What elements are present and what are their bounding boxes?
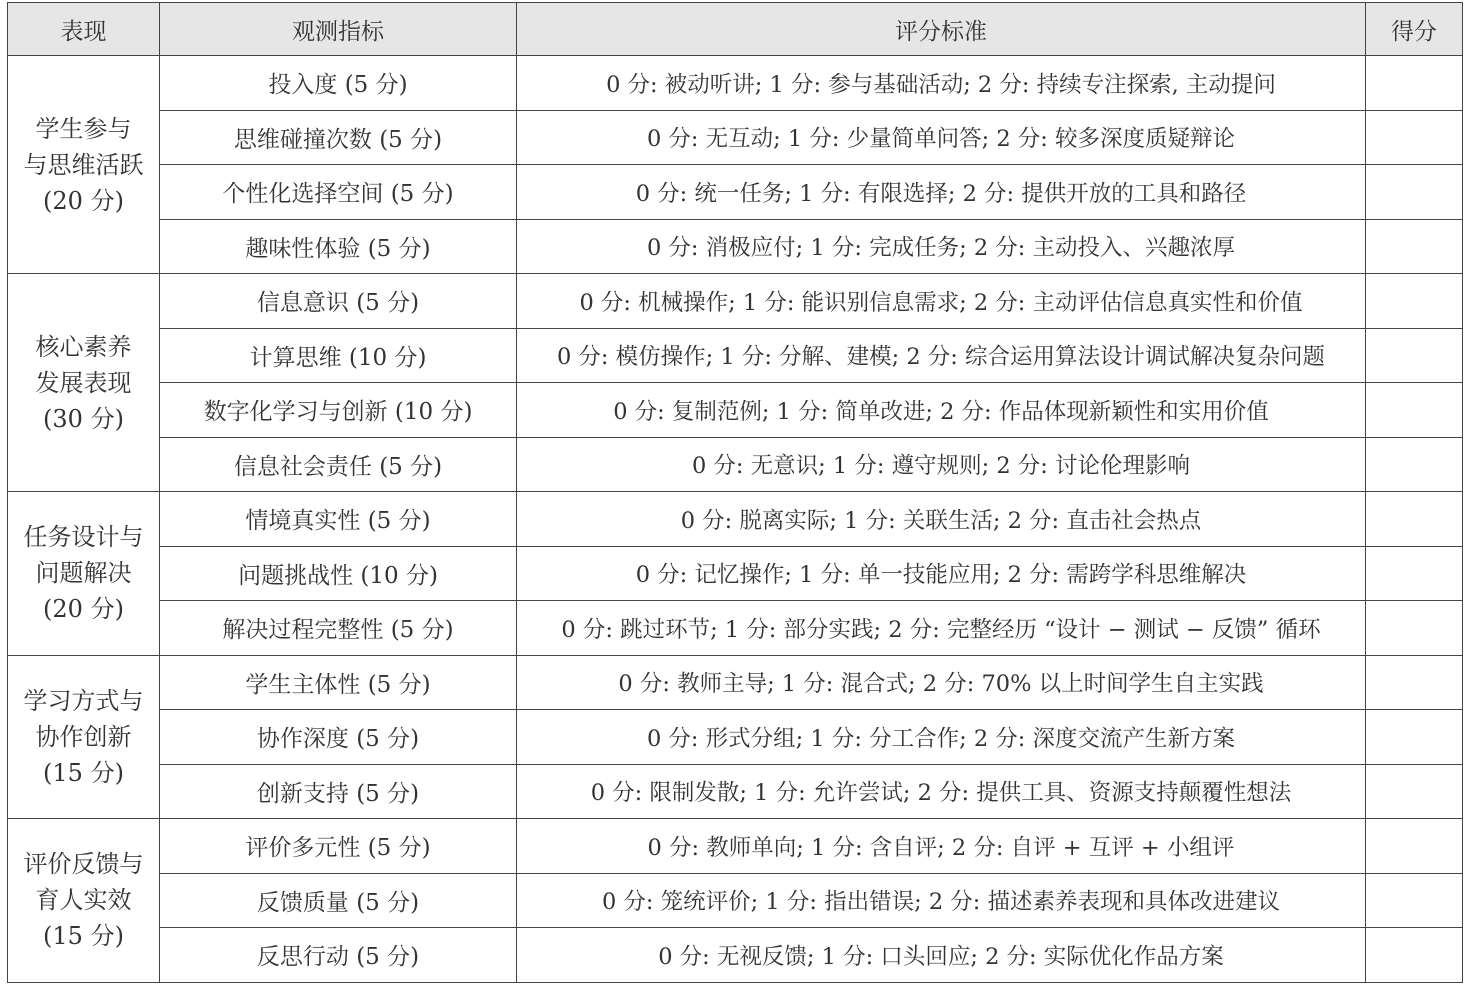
score-input-cell[interactable] xyxy=(1366,56,1463,111)
score-input-cell[interactable] xyxy=(1366,655,1463,710)
indicator-cell: 信息社会责任 (5 分) xyxy=(160,437,517,492)
score-input-cell[interactable] xyxy=(1366,383,1463,438)
table-row xyxy=(8,56,1463,111)
criteria-cell: 0 分: 模仿操作; 1 分: 分解、建模; 2 分: 综合运用算法设计调试解决复杂问题 xyxy=(517,328,1366,383)
indicator-cell: 评价多元性 (5 分) xyxy=(160,819,517,874)
category-title-line: (15 分) xyxy=(43,758,124,787)
table-row xyxy=(8,655,1463,710)
score-input-cell[interactable] xyxy=(1366,110,1463,165)
criteria-cell: 0 分: 记忆操作; 1 分: 单一技能应用; 2 分: 需跨学科思维解决 xyxy=(517,546,1366,601)
category-title-line: 与思维活跃 xyxy=(23,150,144,179)
score-input-cell[interactable] xyxy=(1366,328,1463,383)
criteria-cell: 0 分: 无视反馈; 1 分: 口头回应; 2 分: 实际优化作品方案 xyxy=(517,928,1366,983)
score-input-cell[interactable] xyxy=(1366,928,1463,983)
indicator-cell: 反馈质量 (5 分) xyxy=(160,873,517,928)
criteria-cell: 0 分: 统一任务; 1 分: 有限选择; 2 分: 提供开放的工具和路径 xyxy=(517,165,1366,220)
criteria-cell: 0 分: 无互动; 1 分: 少量简单问答; 2 分: 较多深度质疑辩论 xyxy=(517,110,1366,165)
indicator-cell: 投入度 (5 分) xyxy=(160,56,517,111)
header-indicator: 观测指标 xyxy=(160,3,517,56)
score-input-cell[interactable] xyxy=(1366,274,1463,329)
category-title-line: 育人实效 xyxy=(35,886,132,915)
header-row xyxy=(8,3,1463,56)
table-row xyxy=(8,601,1463,656)
criteria-cell: 0 分: 无意识; 1 分: 遵守规则; 2 分: 讨论伦理影响 xyxy=(517,437,1366,492)
criteria-cell: 0 分: 限制发散; 1 分: 允许尝试; 2 分: 提供工具、资源支持颠覆性想法 xyxy=(517,764,1366,819)
table-row xyxy=(8,546,1463,601)
category-title-line: (30 分) xyxy=(43,404,124,433)
indicator-cell: 思维碰撞次数 (5 分) xyxy=(160,110,517,165)
evaluation-rubric-table xyxy=(7,2,1463,983)
table-row xyxy=(8,328,1463,383)
criteria-cell: 0 分: 跳过环节; 1 分: 部分实践; 2 分: 完整经历 “设计 − 测试 − 反馈” 循环 xyxy=(517,601,1366,656)
table-row xyxy=(8,819,1463,874)
category-title-line: 核心素养 xyxy=(35,332,132,361)
table-row xyxy=(8,437,1463,492)
indicator-cell: 问题挑战性 (10 分) xyxy=(160,546,517,601)
criteria-cell: 0 分: 笼统评价; 1 分: 指出错误; 2 分: 描述素养表现和具体改进建议 xyxy=(517,873,1366,928)
indicator-cell: 情境真实性 (5 分) xyxy=(160,492,517,547)
category-cell xyxy=(8,56,160,274)
category-title-line: 评价反馈与 xyxy=(23,850,144,879)
header-criteria: 评分标准 xyxy=(517,3,1366,56)
category-title-line: 发展表现 xyxy=(35,368,132,397)
category-cell xyxy=(8,655,160,819)
score-input-cell[interactable] xyxy=(1366,710,1463,765)
category-cell xyxy=(8,492,160,656)
table-row xyxy=(8,165,1463,220)
criteria-cell: 0 分: 机械操作; 1 分: 能识别信息需求; 2 分: 主动评估信息真实性和价值 xyxy=(517,274,1366,329)
category-title-line: 学习方式与 xyxy=(23,686,144,715)
indicator-cell: 反思行动 (5 分) xyxy=(160,928,517,983)
indicator-cell: 创新支持 (5 分) xyxy=(160,764,517,819)
criteria-cell: 0 分: 教师主导; 1 分: 混合式; 2 分: 70% 以上时间学生自主实践 xyxy=(517,655,1366,710)
table-row xyxy=(8,873,1463,928)
indicator-cell: 解决过程完整性 (5 分) xyxy=(160,601,517,656)
table-row xyxy=(8,928,1463,983)
criteria-cell: 0 分: 消极应付; 1 分: 完成任务; 2 分: 主动投入、兴趣浓厚 xyxy=(517,219,1366,274)
criteria-cell: 0 分: 脱离实际; 1 分: 关联生活; 2 分: 直击社会热点 xyxy=(517,492,1366,547)
table-row xyxy=(8,764,1463,819)
category-cell xyxy=(8,819,160,983)
indicator-cell: 数字化学习与创新 (10 分) xyxy=(160,383,517,438)
criteria-cell: 0 分: 教师单向; 1 分: 含自评; 2 分: 自评 + 互评 + 小组评 xyxy=(517,819,1366,874)
category-title-line: (20 分) xyxy=(43,186,124,215)
table-row xyxy=(8,383,1463,438)
score-input-cell[interactable] xyxy=(1366,873,1463,928)
category-title-line: 学生参与 xyxy=(35,114,132,143)
table-row xyxy=(8,492,1463,547)
header-score: 得分 xyxy=(1366,3,1463,56)
score-input-cell[interactable] xyxy=(1366,165,1463,220)
score-input-cell[interactable] xyxy=(1366,437,1463,492)
indicator-cell: 协作深度 (5 分) xyxy=(160,710,517,765)
indicator-cell: 计算思维 (10 分) xyxy=(160,328,517,383)
indicator-cell: 信息意识 (5 分) xyxy=(160,274,517,329)
indicator-cell: 趣味性体验 (5 分) xyxy=(160,219,517,274)
header-category: 表现 xyxy=(8,3,160,56)
category-title-line: 协作创新 xyxy=(35,722,132,751)
score-input-cell[interactable] xyxy=(1366,492,1463,547)
score-input-cell[interactable] xyxy=(1366,764,1463,819)
table-row xyxy=(8,110,1463,165)
criteria-cell: 0 分: 被动听讲; 1 分: 参与基础活动; 2 分: 持续专注探索, 主动提问 xyxy=(517,56,1366,111)
table-body xyxy=(8,56,1463,983)
score-input-cell[interactable] xyxy=(1366,219,1463,274)
indicator-cell: 个性化选择空间 (5 分) xyxy=(160,165,517,220)
category-title-line: 任务设计与 xyxy=(23,523,144,552)
score-input-cell[interactable] xyxy=(1366,819,1463,874)
score-input-cell[interactable] xyxy=(1366,546,1463,601)
indicator-cell: 学生主体性 (5 分) xyxy=(160,655,517,710)
category-cell xyxy=(8,274,160,492)
criteria-cell: 0 分: 形式分组; 1 分: 分工合作; 2 分: 深度交流产生新方案 xyxy=(517,710,1366,765)
criteria-cell: 0 分: 复制范例; 1 分: 简单改进; 2 分: 作品体现新颖性和实用价值 xyxy=(517,383,1366,438)
table-row xyxy=(8,274,1463,329)
table-row xyxy=(8,710,1463,765)
evaluation-table-container xyxy=(7,2,1462,983)
category-title-line: (20 分) xyxy=(43,595,124,624)
category-title-line: (15 分) xyxy=(43,922,124,951)
score-input-cell[interactable] xyxy=(1366,601,1463,656)
table-row xyxy=(8,219,1463,274)
category-title-line: 问题解决 xyxy=(35,559,132,588)
